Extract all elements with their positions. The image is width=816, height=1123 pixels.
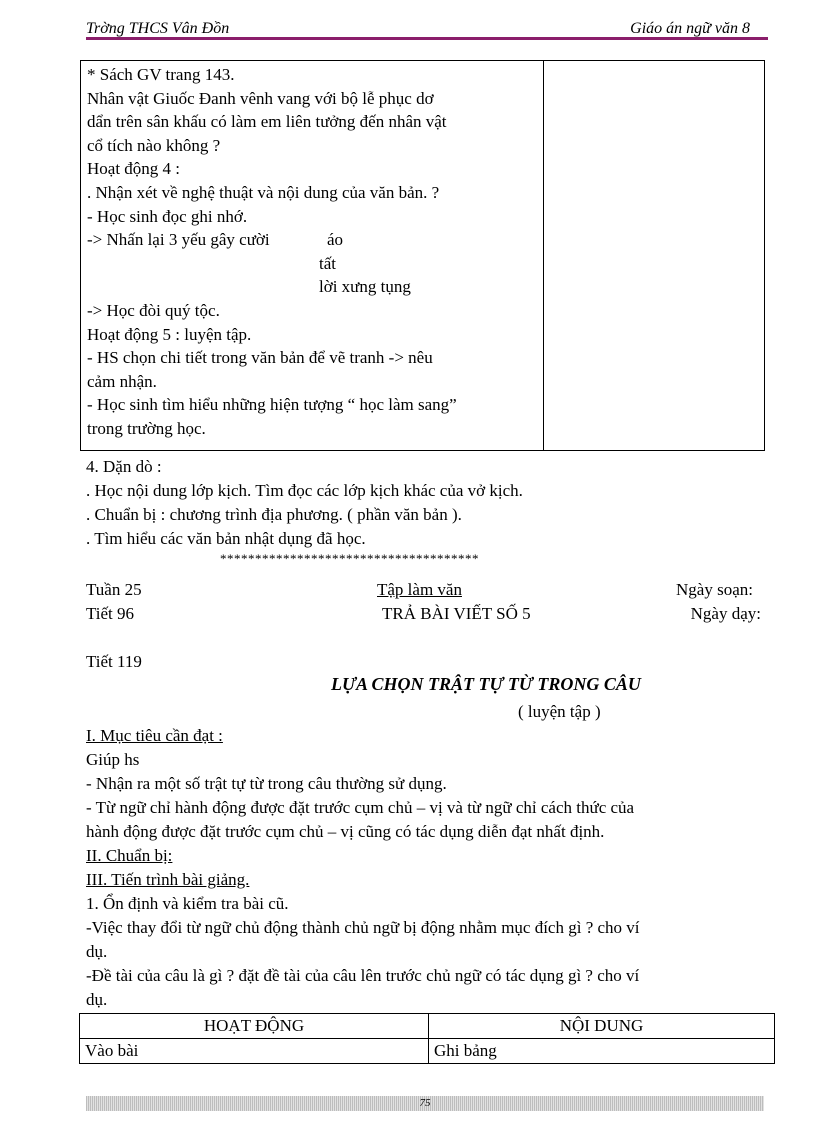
lesson-plan-table bbox=[79, 1013, 775, 1064]
objective-line: Giúp hs bbox=[86, 750, 140, 769]
table-line: Hoạt động 4 : bbox=[87, 159, 181, 179]
table-line: * Sách GV trang 143. bbox=[87, 65, 235, 84]
teach-date-label: Ngày dạy: bbox=[690, 604, 761, 623]
cell-intro: Vào bài bbox=[85, 1041, 139, 1060]
col-header-content: NỘI DUNG bbox=[559, 1016, 644, 1035]
process-line: dụ. bbox=[86, 942, 108, 961]
objective-line: hành động được đặt trước cụm chủ – vị cũng có tác dụng diễn đạt nhất định. bbox=[86, 822, 605, 841]
table-line: - Học sinh tìm hiểu những hiện tượng “ học làm sang” bbox=[87, 395, 457, 415]
table-line: dẩn trên sân khấu có làm em liên tưởng đến nhân vật bbox=[87, 112, 447, 132]
cell-board-notes: Ghi bảng bbox=[434, 1041, 497, 1060]
table-line bbox=[87, 275, 537, 299]
process-heading: III. Tiến trình bài giảng. bbox=[86, 870, 250, 889]
activity-table bbox=[80, 60, 765, 451]
table-line: - HS chọn chi tiết trong văn bản để vẽ tranh -> nêu bbox=[87, 348, 433, 368]
objective-line: - Nhận ra một số trật tự từ trong câu thường sử dụng. bbox=[86, 774, 447, 793]
table-line: -> Học đòi quý tộc. bbox=[87, 300, 220, 320]
laugh-item-tat: tất bbox=[319, 253, 336, 273]
table-line: cổ tích nào không ? bbox=[87, 135, 221, 155]
lesson-subtitle: ( luyện tập ) bbox=[518, 702, 601, 721]
prep-date-label: Ngày soạn: bbox=[676, 580, 753, 599]
homework-heading: 4. Dặn dò : bbox=[86, 457, 162, 476]
table-column-divider bbox=[543, 61, 544, 450]
col-header-activity: HOẠT ĐỘNG bbox=[203, 1016, 305, 1035]
laugh-item-ao: áo bbox=[327, 230, 344, 250]
header-subject: Giáo án ngữ văn 8 bbox=[630, 20, 750, 37]
table-line: . Nhận xét về nghệ thuật và nội dung của văn bản. ? bbox=[87, 182, 440, 202]
table-line bbox=[87, 252, 537, 276]
objectives-heading: I. Mục tiêu cần đạt : bbox=[86, 726, 223, 745]
category-label: Tập làm văn bbox=[377, 580, 462, 599]
laugh-intro: -> Nhấn lại 3 yếu gây cười bbox=[87, 230, 270, 250]
table-line: Nhân vật Giuốc Đanh vênh vang với bộ lễ phục dơ bbox=[87, 88, 434, 108]
process-line: -Đề tài của câu là gì ? đặt đề tài của câu lên trước chủ ngữ có tác dụng gì ? cho ví bbox=[86, 966, 640, 985]
week-label: Tuần 25 bbox=[86, 580, 142, 599]
process-line: -Việc thay đổi từ ngữ chủ động thành chủ ngữ bị động nhằm mục đích gì ? cho ví bbox=[86, 918, 640, 937]
activity-cell bbox=[87, 63, 537, 441]
process-line: dụ. bbox=[86, 990, 108, 1009]
page-number: 75 bbox=[419, 1097, 431, 1109]
table-row-divider bbox=[80, 1038, 774, 1039]
process-line: 1. Ổn định và kiểm tra bài cũ. bbox=[86, 894, 289, 913]
footer-bar bbox=[86, 1096, 764, 1111]
table-line: trong trường học. bbox=[87, 418, 206, 438]
homework-item: . Chuẩn bị : chương trình địa phương. ( phần văn bản ). bbox=[86, 505, 462, 524]
table-line: - Học sinh đọc ghi nhớ. bbox=[87, 206, 248, 226]
separator-stars: ************************************* bbox=[220, 551, 479, 566]
header-rule bbox=[86, 37, 768, 40]
lesson-name: TRẢ BÀI VIẾT SỐ 5 bbox=[382, 604, 531, 623]
prep-heading: II. Chuẩn bị: bbox=[86, 846, 173, 865]
lesson-title: LỰA CHỌN TRẬT TỰ TỪ TRONG CÂU bbox=[331, 674, 641, 694]
homework-item: . Học nội dung lớp kịch. Tìm đọc các lớp kịch khác của vở kịch. bbox=[86, 481, 523, 500]
homework-item: . Tìm hiểu các văn bản nhật dụng đã học. bbox=[86, 529, 366, 548]
header-school: Trờng THCS Vân Đồn bbox=[86, 20, 230, 37]
table-line bbox=[87, 228, 537, 252]
table-line: cảm nhận. bbox=[87, 371, 157, 391]
laugh-item-loi-xung-tung: lời xưng tụng bbox=[319, 277, 411, 297]
period-label: Tiết 96 bbox=[86, 604, 135, 623]
period-119-label: Tiết 119 bbox=[86, 652, 142, 671]
objective-line: - Từ ngữ chỉ hành động được đặt trước cụm chủ – vị và từ ngữ chỉ cách thức của bbox=[86, 798, 635, 817]
table-line: Hoạt động 5 : luyện tập. bbox=[87, 324, 252, 344]
